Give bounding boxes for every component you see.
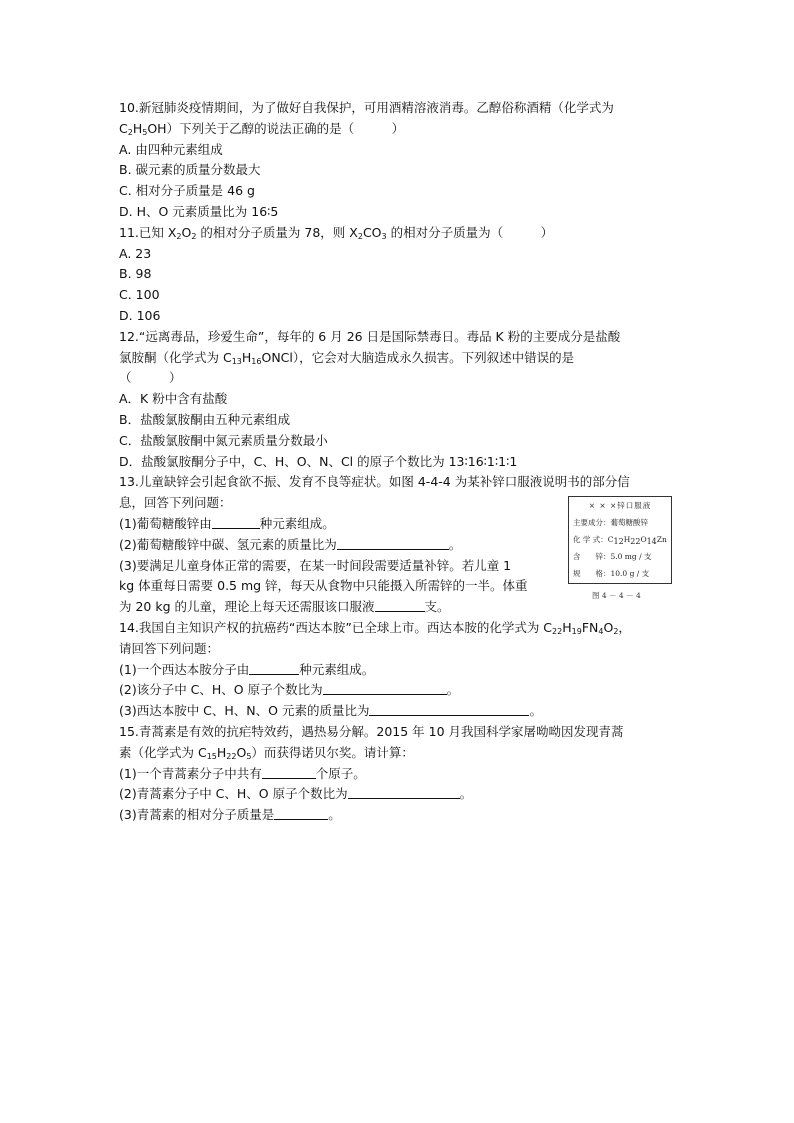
answer-blank[interactable] <box>337 537 449 550</box>
q11-option-b: B. 98 <box>119 266 152 282</box>
figure-title: × × ×锌口服液 <box>588 501 652 510</box>
q11-option-a: A. 23 <box>119 245 152 261</box>
q10-stem-line2: $C_2H_5OH$）下列关于乙醇的说法正确的是（ ） <box>119 120 405 137</box>
q13-part2: (2)葡萄糖酸锌中碳、氢元素的质量比为 。 <box>119 536 462 552</box>
answer-blank[interactable] <box>274 807 328 820</box>
worksheet <box>119 98 679 826</box>
q13-part3-line2: kg 体重每日需要 0.5 mg 锌，每天从食物中只能摄入所需锌的一半。体重 <box>119 578 528 594</box>
figure-row-zinc: 含 锌：5.0 mg / 支 <box>573 552 652 561</box>
q14-stem-line2: 请回答下列问题： <box>119 640 220 656</box>
q15-part1: (1)一个青蒿素分子中共有 个原子。 <box>119 765 366 781</box>
q13-stem-line1: 13.儿童缺锌会引起食欲不振、发育不良等症状。如图 4-4-4 为某补锌口服液说明书的部分信 <box>119 474 630 490</box>
answer-blank[interactable] <box>323 682 447 695</box>
answer-blank[interactable] <box>375 599 425 612</box>
answer-blank[interactable] <box>348 786 460 799</box>
answer-blank[interactable] <box>369 703 529 716</box>
q15-stem-line2: 素（化学式为 $C_{15}H_{22}O_5$）而获得诺贝尔奖。请计算： <box>119 744 414 761</box>
q15-stem-line1: 15.青蒿素是有效的抗疟特效药，遇热易分解。2015 年 10 月我国科学家屠呦呦因发现青蒿 <box>119 723 624 739</box>
answer-blank[interactable] <box>249 662 299 675</box>
q12-option-b: B．盐酸氯胺酮由五种元素组成 <box>119 411 291 427</box>
zinc-label-figure <box>568 496 672 584</box>
q13-part3-line3: 为 20 kg 的儿童，理论上每天还需服该口服液 支。 <box>119 599 450 615</box>
q13-part3-line1: (3)要满足儿童身体正常的需要，在某一时间段需要适量补锌。若儿童 1 <box>119 557 512 573</box>
figure-row-ingredient: 主要成分：葡萄糖酸锌 <box>573 518 648 527</box>
q10-option-a: A. 由四种元素组成 <box>119 141 223 157</box>
q12-option-a: A．K 粉中含有盐酸 <box>119 391 228 407</box>
q12-option-c: C．盐酸氯胺酮中氮元素质量分数最小 <box>119 432 328 448</box>
answer-blank[interactable] <box>212 516 260 529</box>
q13-part1: (1)葡萄糖酸锌由 种元素组成。 <box>119 515 335 531</box>
q11-option-c: C. 100 <box>119 287 160 303</box>
q10-option-c: C. 相对分子质量是 46 g <box>119 183 255 199</box>
q12-stem-line2: 氯胺酮（化学式为 $C_{13}H_{16}ONCl$），它会对大脑造成永久损害。下列叙述中错误的是 <box>119 349 575 366</box>
q14-part2: (2)该分子中 C、H、O 原子个数比为 。 <box>119 682 460 698</box>
figure-row-formula: 化 学 式：$C_{12}H_{22}O_{14}Zn$ <box>573 535 667 546</box>
q11-option-d: D. 106 <box>119 307 161 323</box>
q14-part1: (1)一个西达本胺分子由 种元素组成。 <box>119 661 375 677</box>
figure-caption: 图 4 － 4 － 4 <box>592 591 641 600</box>
q15-part2: (2)青蒿素分子中 C、H、O 原子个数比为 。 <box>119 786 473 802</box>
q15-part3: (3)青蒿素的相对分子质量是 。 <box>119 807 341 823</box>
q13-stem-line2: 息，回答下列问题： <box>119 495 232 511</box>
q12-option-d: D．盐酸氯胺酮分子中，C、H、O、N、Cl 的原子个数比为 13∶16∶1∶1∶1 <box>119 453 518 469</box>
q10-option-b: B. 碳元素的质量分数最大 <box>119 162 261 178</box>
q14-part3: (3)西达本胺中 C、H、N、O 元素的质量比为 。 <box>119 703 542 719</box>
figure-row-spec: 规 格：10.0 g / 支 <box>573 569 650 578</box>
q10-option-d: D. H、O 元素质量比为 16∶5 <box>119 203 279 219</box>
q12-stem-line3: （ ） <box>119 370 182 386</box>
answer-blank[interactable] <box>262 766 316 779</box>
q14-stem-line1: 14.我国自主知识产权的抗癌药“西达本胺”已全球上市。西达本胺的化学式为 $C_{22}H_{19}FN_4O_2$， <box>119 619 631 636</box>
q10-stem-line1: 10.新冠肺炎疫情期间，为了做好自我保护，可用酒精溶液消毒。乙醇俗称酒精（化学式为 <box>119 100 614 115</box>
q11-stem: 11.已知 $X_2O_2$ 的相对分子质量为 78，则 $X_2CO_3$ 的相对分子质量为（ ） <box>119 224 554 241</box>
q12-stem-line1: 12.“远离毒品，珍爱生命”，每年的 6 月 26 日是国际禁毒日。毒品 K 粉的主要成分是盐酸 <box>119 328 621 344</box>
